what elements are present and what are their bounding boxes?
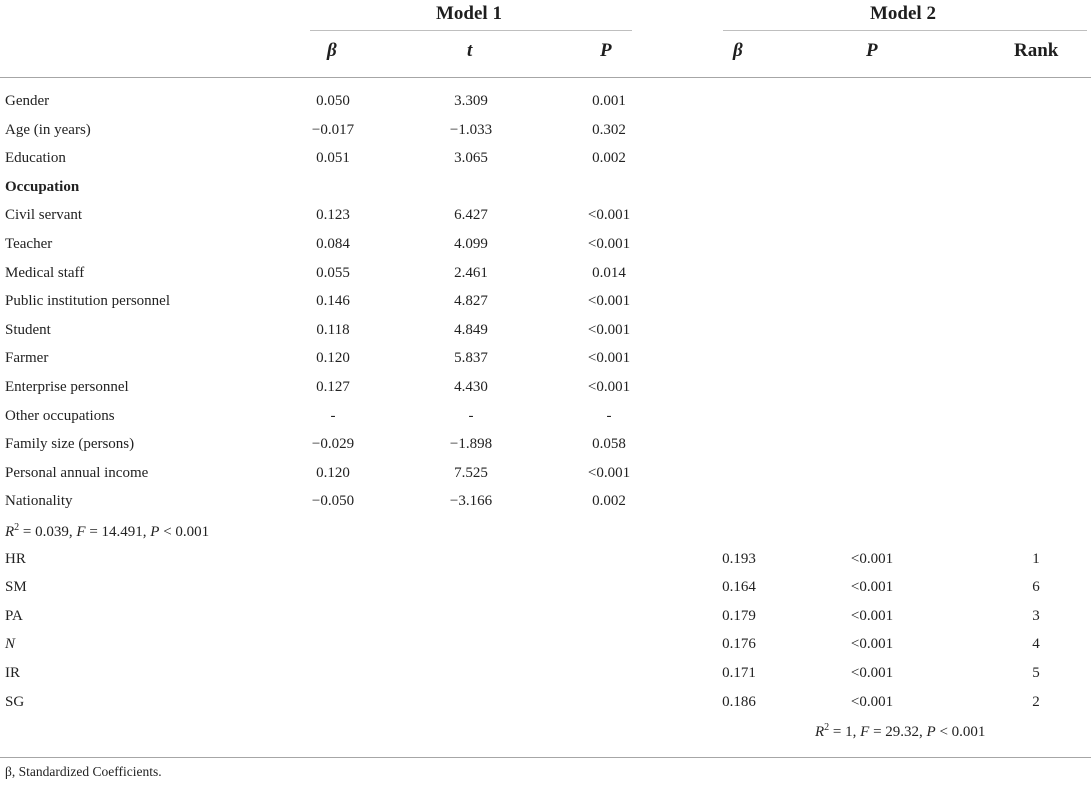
model2-rank-value: 6 bbox=[1032, 579, 1040, 595]
model1-p-value: <0.001 bbox=[587, 207, 631, 223]
row-label: Public institution personnel bbox=[5, 293, 170, 309]
model2-beta-value: 0.164 bbox=[722, 579, 756, 595]
r2-symbol: R bbox=[5, 524, 15, 540]
model1-beta-value: −0.017 bbox=[311, 122, 355, 138]
model2-rank-value: 5 bbox=[1032, 665, 1040, 681]
model1-p-value: <0.001 bbox=[587, 350, 631, 366]
model2-rank-header: Rank bbox=[1014, 40, 1059, 61]
model1-t-value: 6.427 bbox=[454, 207, 488, 223]
model1-header-rule bbox=[310, 30, 632, 31]
model1-beta-value: 0.123 bbox=[316, 207, 350, 223]
model1-p-value: <0.001 bbox=[587, 465, 631, 481]
row-label: Farmer bbox=[5, 350, 49, 366]
model1-beta-value: 0.051 bbox=[316, 150, 350, 166]
model2-beta-value: 0.171 bbox=[722, 665, 756, 681]
model1-header: Model 1 bbox=[436, 3, 502, 24]
model1-p-value: 0.002 bbox=[592, 493, 626, 509]
model2-beta-value: 0.179 bbox=[722, 608, 756, 624]
r2-superscript: 2 bbox=[824, 722, 830, 733]
model1-t-value: 3.309 bbox=[454, 93, 488, 109]
model1-t-value: −1.898 bbox=[449, 436, 493, 452]
model2-p-header: P bbox=[866, 40, 878, 61]
row-label: Age (in years) bbox=[5, 122, 91, 138]
model2-fit-stats bbox=[815, 722, 985, 741]
model2-beta-value: 0.176 bbox=[722, 636, 756, 652]
table-bottom-rule bbox=[0, 757, 1091, 758]
footnote: β, Standardized Coefficients. bbox=[5, 764, 162, 779]
model2-header-rule bbox=[723, 30, 1087, 31]
model2-rank-value: 2 bbox=[1032, 694, 1040, 710]
f-value: = 29.32, bbox=[869, 724, 927, 740]
model1-beta-value: −0.029 bbox=[311, 436, 355, 452]
model1-p-value: <0.001 bbox=[587, 293, 631, 309]
row-label: Education bbox=[5, 150, 66, 166]
model1-p-value: - bbox=[606, 408, 612, 424]
row-label: Family size (persons) bbox=[5, 436, 135, 452]
model1-t-value: −3.166 bbox=[449, 493, 493, 509]
r2-superscript: 2 bbox=[14, 522, 20, 533]
row-label: SG bbox=[5, 694, 25, 710]
model2-rank-value: 1 bbox=[1032, 551, 1040, 567]
model1-p-value: <0.001 bbox=[587, 379, 631, 395]
model2-rank-value: 4 bbox=[1032, 636, 1040, 652]
model1-p-value: 0.014 bbox=[592, 265, 626, 281]
model1-p-header: P bbox=[600, 40, 612, 61]
row-label: N bbox=[5, 636, 16, 652]
p-symbol: P bbox=[150, 524, 160, 540]
model1-p-value: 0.001 bbox=[592, 93, 626, 109]
model1-t-value: 5.837 bbox=[454, 350, 488, 366]
row-label: Medical staff bbox=[5, 265, 85, 281]
r2-value: = 0.039, bbox=[19, 524, 77, 540]
model1-beta-value: 0.146 bbox=[316, 293, 350, 309]
model1-p-value: <0.001 bbox=[587, 322, 631, 338]
model2-beta-value: 0.186 bbox=[722, 694, 756, 710]
f-symbol: F bbox=[860, 724, 870, 740]
model1-fit-stats bbox=[5, 522, 209, 541]
row-label: Enterprise personnel bbox=[5, 379, 129, 395]
model2-header: Model 2 bbox=[870, 3, 936, 24]
model1-t-value: 4.849 bbox=[454, 322, 488, 338]
model1-beta-value: 0.120 bbox=[316, 465, 350, 481]
r2-value: = 1, bbox=[829, 724, 861, 740]
row-label: Nationality bbox=[5, 493, 73, 509]
row-label: PA bbox=[5, 608, 23, 624]
model1-beta-value: 0.118 bbox=[316, 322, 350, 338]
p-value: < 0.001 bbox=[935, 724, 986, 740]
model1-beta-value: 0.127 bbox=[316, 379, 350, 395]
f-symbol: F bbox=[76, 524, 86, 540]
model1-beta-value: 0.050 bbox=[316, 93, 350, 109]
model1-p-value: 0.002 bbox=[592, 150, 626, 166]
model2-rank-value: 3 bbox=[1032, 608, 1040, 624]
model2-p-value: <0.001 bbox=[850, 608, 894, 624]
model1-beta-value: 0.120 bbox=[316, 350, 350, 366]
row-label: Teacher bbox=[5, 236, 53, 252]
row-label: IR bbox=[5, 665, 20, 681]
model1-p-value: <0.001 bbox=[587, 236, 631, 252]
model2-beta-header: β bbox=[733, 40, 743, 61]
model2-p-value: <0.001 bbox=[850, 579, 894, 595]
model1-beta-value: 0.055 bbox=[316, 265, 350, 281]
model1-beta-value: −0.050 bbox=[311, 493, 355, 509]
model1-beta-header: β bbox=[327, 40, 337, 61]
row-label: HR bbox=[5, 551, 26, 567]
row-label: Civil servant bbox=[5, 207, 83, 223]
model1-t-value: 4.430 bbox=[454, 379, 488, 395]
model2-p-value: <0.001 bbox=[850, 694, 894, 710]
model1-beta-value: 0.084 bbox=[316, 236, 350, 252]
model1-beta-value: - bbox=[330, 408, 336, 424]
model2-beta-value: 0.193 bbox=[722, 551, 756, 567]
row-label: Other occupations bbox=[5, 408, 115, 424]
model2-p-value: <0.001 bbox=[850, 551, 894, 567]
row-label: Personal annual income bbox=[5, 465, 149, 481]
p-symbol: P bbox=[926, 724, 936, 740]
model1-t-value: - bbox=[468, 408, 474, 424]
model2-p-value: <0.001 bbox=[850, 665, 894, 681]
r2-symbol: R bbox=[815, 724, 825, 740]
model1-p-value: 0.058 bbox=[592, 436, 626, 452]
model1-t-value: −1.033 bbox=[449, 122, 493, 138]
f-value: = 14.491, bbox=[85, 524, 151, 540]
model1-t-value: 4.099 bbox=[454, 236, 488, 252]
row-label: Occupation bbox=[5, 179, 80, 195]
model1-t-value: 2.461 bbox=[454, 265, 488, 281]
header-bottom-rule bbox=[0, 77, 1091, 78]
p-value: < 0.001 bbox=[159, 524, 210, 540]
row-label: Gender bbox=[5, 93, 50, 109]
model2-p-value: <0.001 bbox=[850, 636, 894, 652]
model1-t-value: 3.065 bbox=[454, 150, 488, 166]
row-label: Student bbox=[5, 322, 51, 338]
model1-p-value: 0.302 bbox=[592, 122, 626, 138]
model1-t-value: 4.827 bbox=[454, 293, 488, 309]
model1-t-header: t bbox=[467, 40, 473, 61]
row-label: SM bbox=[5, 579, 27, 595]
model1-t-value: 7.525 bbox=[454, 465, 488, 481]
